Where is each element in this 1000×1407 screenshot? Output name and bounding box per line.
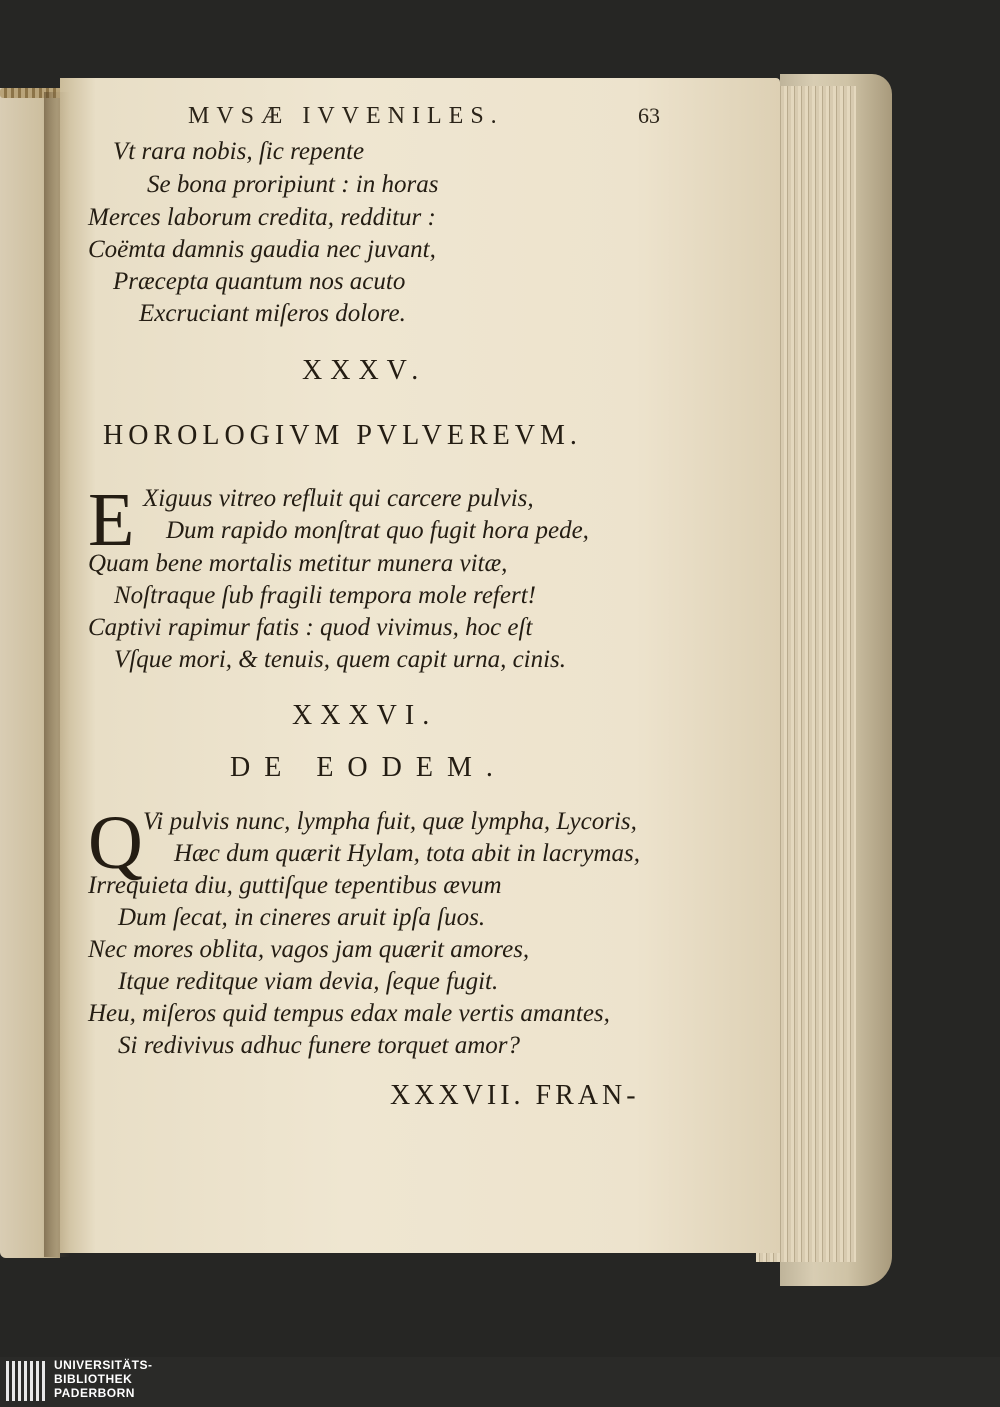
catchword: XXXVII. FRAN- (390, 1080, 640, 1111)
spine-shadow (44, 92, 70, 1257)
verse-line: Heu, miſeros quid tempus edax male vertis amantes, (88, 1000, 610, 1027)
logo-line: BIBLIOTHEK (54, 1372, 133, 1386)
drop-capital: E (88, 478, 135, 562)
verse-line: Vt rara nobis, ſic repente (113, 138, 365, 165)
library-logo-text (54, 1358, 153, 1400)
verse-line: Præcepta quantum nos acuto (113, 268, 406, 295)
verse-line: Captivi rapimur fatis : quod vivimus, hoc eſt (88, 614, 533, 641)
drop-capital: Q (88, 801, 143, 885)
logo-line: PADERBORN (54, 1386, 135, 1400)
verse-line: Vſque mori, & tenuis, quem capit urna, cinis. (114, 646, 567, 673)
verse-line: Se bona proripiunt : in horas (147, 171, 439, 198)
poem-number: XXXV. (302, 355, 427, 386)
library-logo-icon (6, 1361, 46, 1401)
verse-line: Dum ſecat, in cineres aruit ipſa ſuos. (118, 904, 486, 931)
verse-line: Vi pulvis nunc, lympha fuit, quæ lympha, Lycoris, (143, 808, 637, 835)
poem-title: DE EODEM. (230, 752, 507, 783)
poem-title: HOROLOGIVM PVLVEREVM. (103, 420, 582, 451)
verse-line: Si redivivus adhuc funere torquet amor? (118, 1032, 521, 1059)
poem-number: XXXVI. (292, 700, 438, 731)
verse-line: Xiguus vitreo refluit qui carcere pulvis, (143, 485, 534, 512)
page-number: 63 (638, 103, 660, 128)
verse-line: Coëmta damnis gaudia nec juvant, (88, 236, 436, 263)
verse-line: Itque reditque viam devia, ſeque fugit. (118, 968, 499, 995)
logo-line: UNIVERSITÄTS- (54, 1358, 153, 1372)
running-title: MVSÆ IVVENILES. (188, 103, 504, 129)
verse-line: Irrequieta diu, guttiſque tepentibus ævum (88, 872, 502, 899)
verse-line: Nec mores oblita, vagos jam quærit amores, (88, 936, 530, 963)
verse-line: Hæc dum quærit Hylam, tota abit in lacrymas, (174, 840, 640, 867)
verse-line: Merces laborum credita, redditur : (88, 204, 436, 231)
verse-line: Quam bene mortalis metitur munera vitæ, (88, 550, 508, 577)
verse-line: Noſtraque ſub fragili tempora mole refert! (114, 582, 536, 609)
verse-line: Excruciant miſeros dolore. (139, 300, 406, 327)
verse-line: Dum rapido monſtrat quo fugit hora pede, (166, 517, 589, 544)
